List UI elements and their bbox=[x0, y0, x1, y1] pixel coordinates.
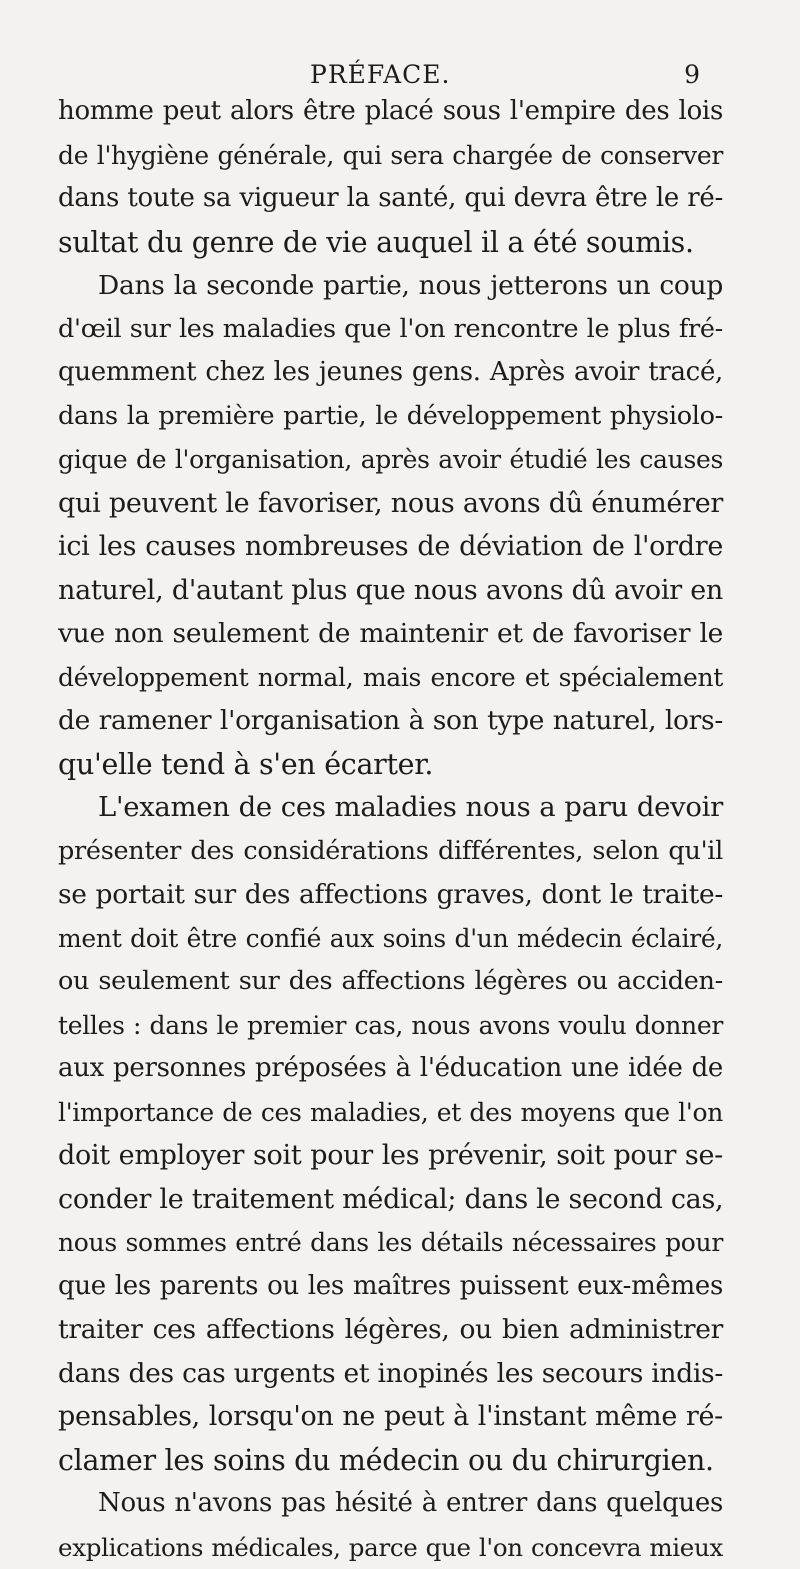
text-line: dans des cas urgents et inopinés les secours indis- bbox=[58, 1352, 723, 1396]
text-line: d'œil sur les maladies que l'on rencontre le plus fré- bbox=[58, 308, 723, 352]
text-line: qu'elle tend à s'en écarter. bbox=[58, 743, 723, 787]
text-line: Nous n'avons pas hésité à entrer dans quelques bbox=[58, 1482, 723, 1526]
text-line: traiter ces affections légères, ou bien administrer bbox=[58, 1308, 723, 1352]
page-number: 9 bbox=[684, 60, 700, 89]
text-line: L'examen de ces maladies nous a paru devoir bbox=[58, 786, 723, 830]
text-line: se portait sur des affections graves, dont le traite- bbox=[58, 873, 723, 917]
text-line: ou seulement sur des affections légères ou acciden- bbox=[58, 960, 723, 1004]
text-line: ici les causes nombreuses de déviation de l'ordre bbox=[58, 525, 723, 569]
running-title: PRÉFACE. bbox=[310, 60, 450, 89]
text-line: quemment chez les jeunes gens. Après avoir tracé, bbox=[58, 351, 723, 395]
text-line: développement normal, mais encore et spécialement bbox=[58, 656, 723, 700]
text-line: l'importance de ces maladies, et des moyens que l'on bbox=[58, 1091, 723, 1135]
text-line: naturel, d'autant plus que nous avons dû avoir en bbox=[58, 569, 723, 613]
text-line: dans la première partie, le développement physiolo- bbox=[58, 395, 723, 439]
text-line: dans toute sa vigueur la santé, qui devra être le ré- bbox=[58, 177, 723, 221]
text-line: clamer les soins du médecin ou du chirurgien. bbox=[58, 1439, 723, 1483]
text-line: homme peut alors être placé sous l'empire des lois bbox=[58, 90, 723, 134]
text-line: vue non seulement de maintenir et de favoriser le bbox=[58, 612, 723, 656]
text-line: de ramener l'organisation à son type naturel, lors- bbox=[58, 699, 723, 743]
body-text bbox=[58, 90, 723, 1569]
text-line: nous sommes entré dans les détails nécessaires pour bbox=[58, 1221, 723, 1265]
text-line: Dans la seconde partie, nous jetterons un coup bbox=[58, 264, 723, 308]
running-head bbox=[300, 60, 700, 94]
text-line: qui peuvent le favoriser, nous avons dû énumérer bbox=[58, 482, 723, 526]
text-line: sultat du genre de vie auquel il a été soumis. bbox=[58, 221, 723, 265]
text-line: telles : dans le premier cas, nous avons voulu donner bbox=[58, 1004, 723, 1048]
text-line: de l'hygiène générale, qui sera chargée de conserver bbox=[58, 134, 723, 178]
text-line: que les parents ou les maîtres puissent eux-mêmes bbox=[58, 1265, 723, 1309]
text-line: gique de l'organisation, après avoir étudié les causes bbox=[58, 438, 723, 482]
text-line: explications médicales, parce que l'on concevra mieux bbox=[58, 1526, 723, 1569]
text-line: conder le traitement médical; dans le second cas, bbox=[58, 1178, 723, 1222]
text-line: présenter des considérations différentes, selon qu'il bbox=[58, 830, 723, 874]
text-line: ment doit être confié aux soins d'un médecin éclairé, bbox=[58, 917, 723, 961]
text-line: doit employer soit pour les prévenir, soit pour se- bbox=[58, 1134, 723, 1178]
text-line: pensables, lorsqu'on ne peut à l'instant même ré- bbox=[58, 1395, 723, 1439]
text-line: aux personnes préposées à l'éducation une idée de bbox=[58, 1047, 723, 1091]
